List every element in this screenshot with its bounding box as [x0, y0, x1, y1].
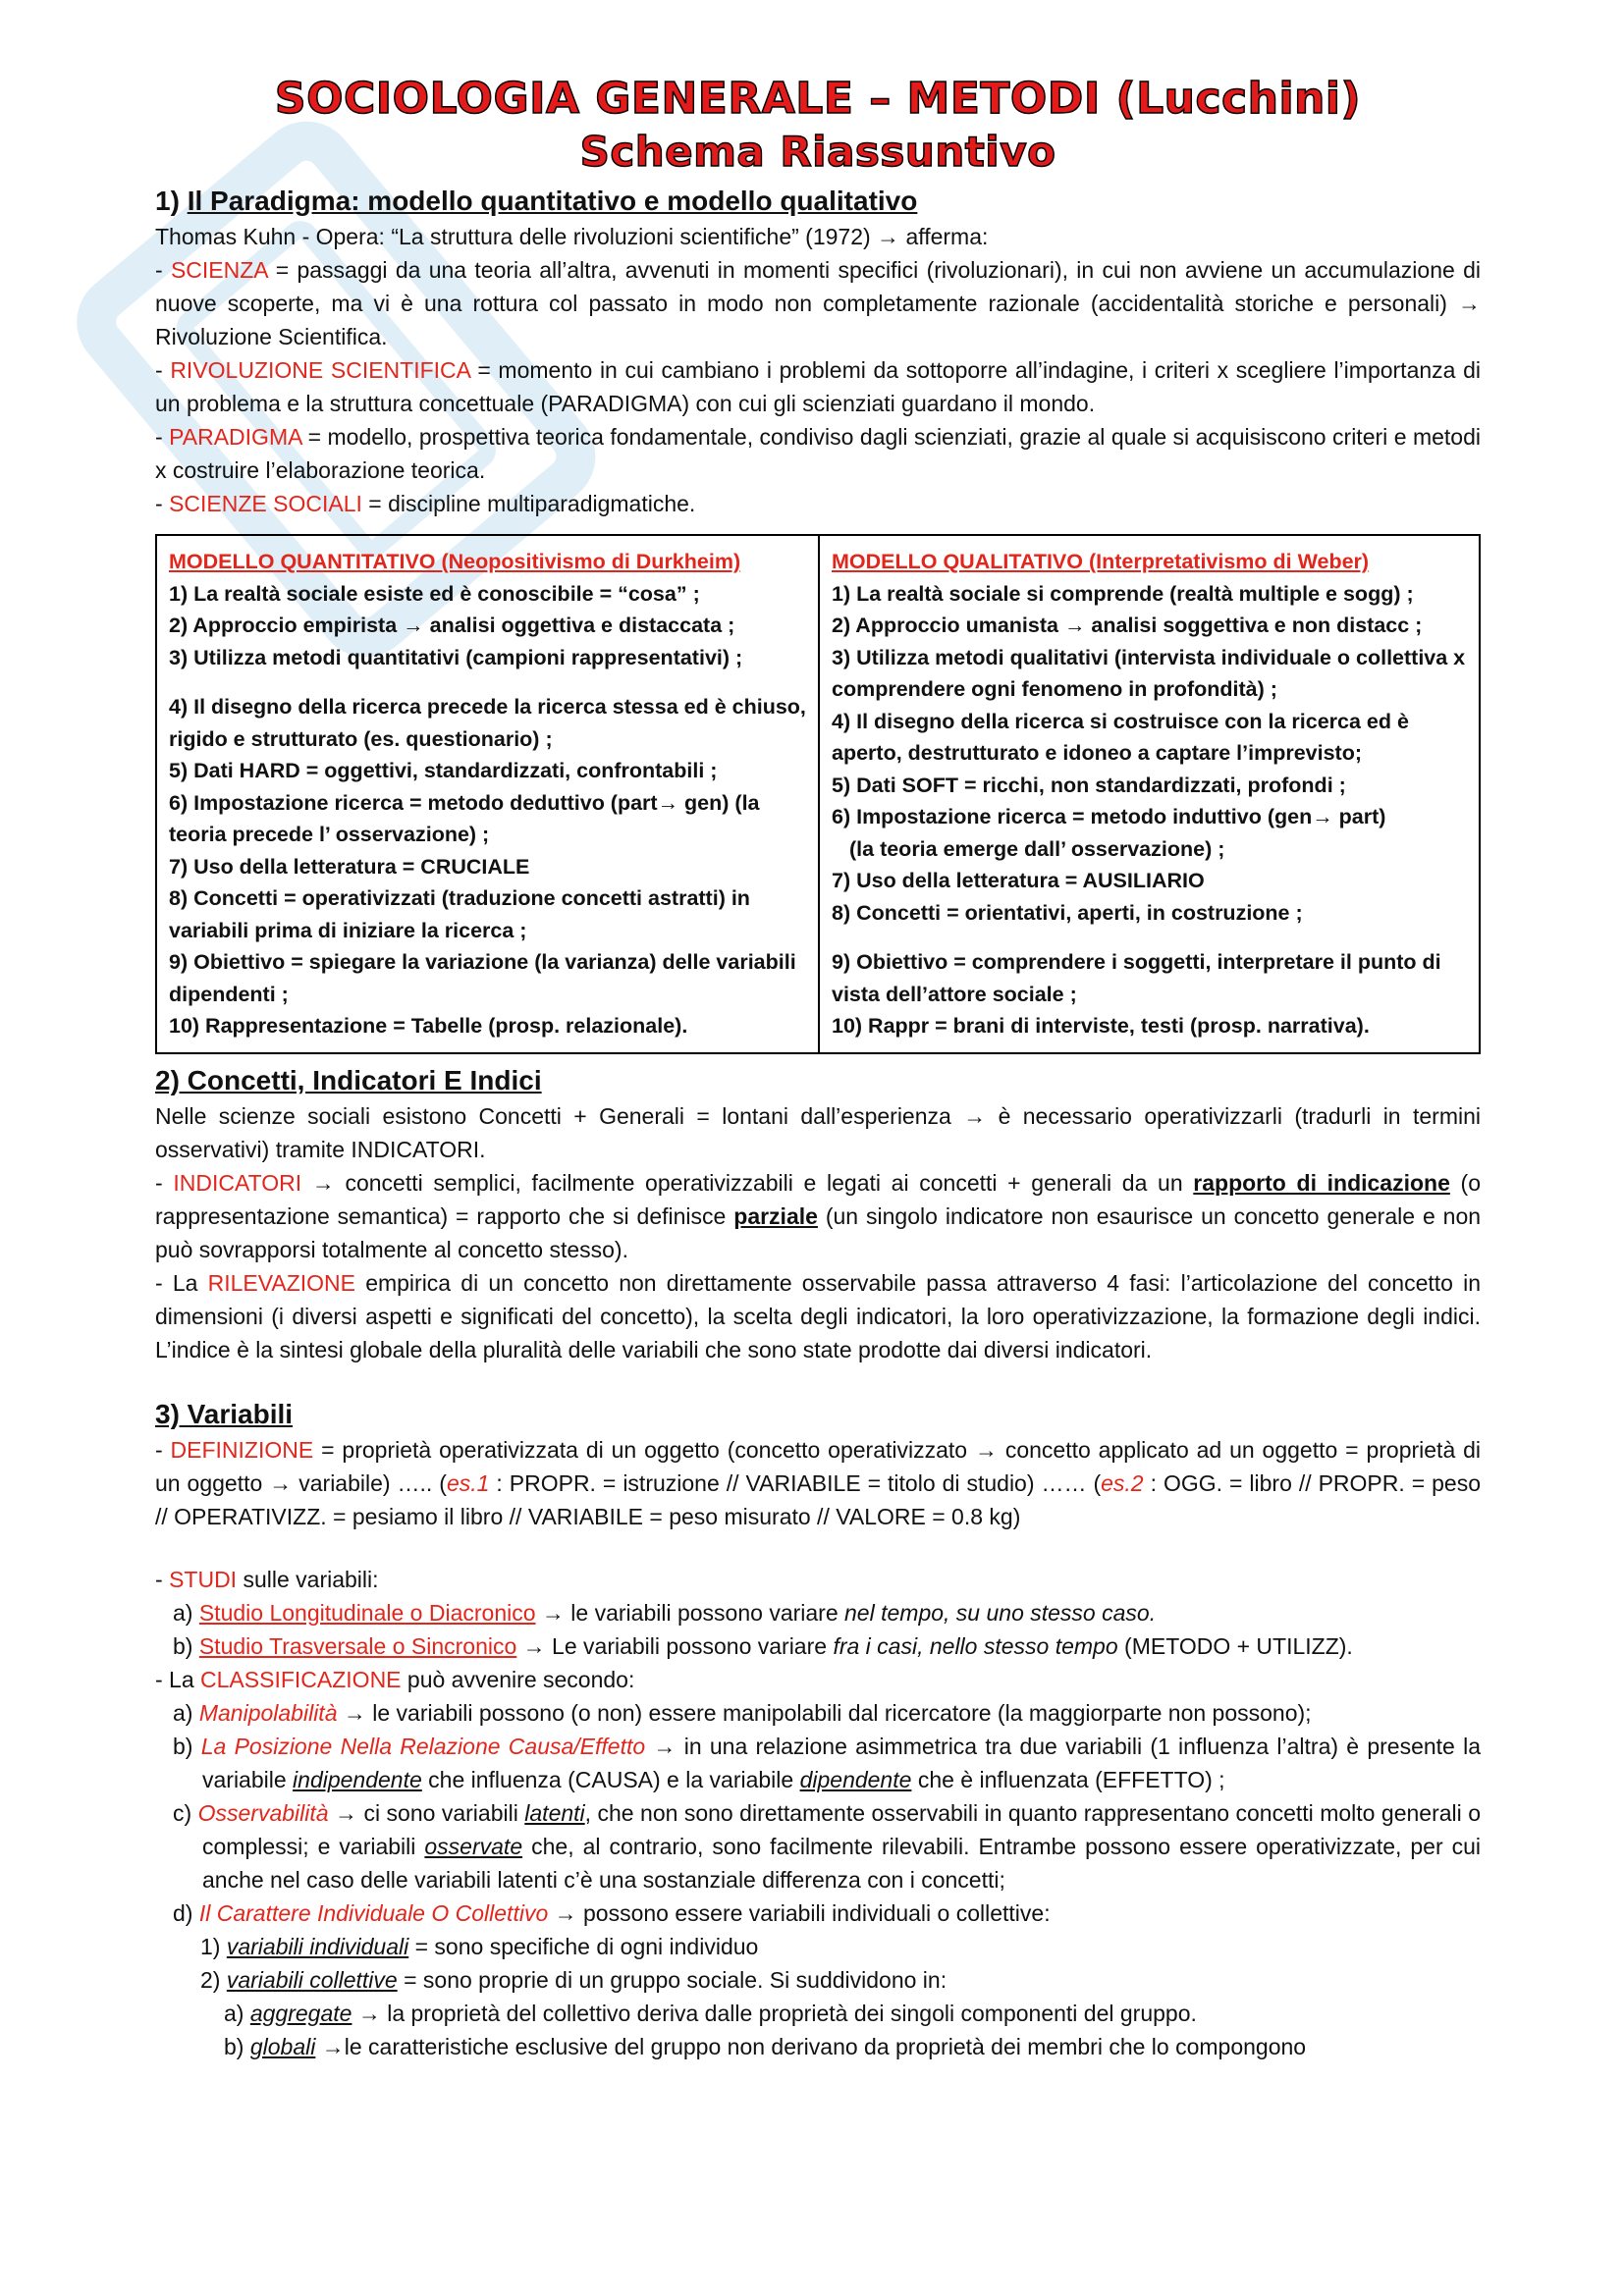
list-item: 3) Utilizza metodi quantitativi (campioni rappresentativi) ;	[169, 645, 743, 669]
list-item: 3) Utilizza metodi qualitativi (intervista individuale o collettiva x comprendere ogni fenomeno in profondità) ;	[832, 645, 1466, 701]
list-item: 2) Approccio umanista → analisi soggettiva e non distacc ;	[832, 614, 1423, 637]
paragraph-scienze-sociali: - SCIENZE SOCIALI = discipline multiparadigmatiche.	[155, 491, 696, 516]
document-title: SOCIOLOGIA GENERALE – METODI (Lucchini)	[274, 74, 1362, 124]
class-item-d2b: b) globali →le caratteristiche esclusive del gruppo non derivano da proprietà dei membri che lo compongono	[224, 2033, 1307, 2059]
paragraph-rivoluzione: - RIVOLUZIONE SCIENTIFICA = momento in cui cambiano i problemi da sottoporre all’indagine, i criteri x scegliere l’importanza di un problema e la struttura concettuale (PARADIGMA) con cui gli scienziati guardano il mondo.	[155, 357, 1481, 416]
qualitative-heading: MODELLO QUALITATIVO (Interpretativismo di Weber)	[832, 550, 1370, 573]
list-item: 4) Il disegno della ricerca si costruisce con la ricerca ed è aperto, destrutturato e idoneo a captare l’imprevisto;	[832, 709, 1409, 765]
qualitative-column	[818, 536, 1479, 1052]
paragraph-definizione: - DEFINIZIONE = proprietà operativizzata di un oggetto (concetto operativizzato → concetto applicato ad un oggetto = proprietà di un oggetto → variabile) ….. (es.1 : PROPR. = istruzione // VARIABILE = titolo di studio) …… (es.2 : OGG. = libro // PROPR. = peso // OPERATIVIZZ. = pesiamo il libro // VARIABILE = peso misurato // VALORE = 0.8 kg)	[155, 1436, 1482, 1529]
list-item: 5) Dati HARD = oggettivi, standardizzati, confrontabili ;	[169, 759, 718, 782]
paragraph-concetti: Nelle scienze sociali esistono Concetti + Generali = lontani dall’esperienza → è necessario operativizzarli (tradurli in termini osservativi) tramite INDICATORI.	[155, 1102, 1481, 1162]
document-page	[155, 73, 1481, 2063]
list-item: 1) La realtà sociale esiste ed è conoscibile = “cosa” ;	[169, 581, 700, 606]
list-item: 2) Approccio empirista → analisi oggettiva e distaccata ;	[169, 614, 735, 637]
section-1-heading: 1) Il Paradigma: modello quantitativo e modello qualitativo	[155, 186, 918, 216]
list-item: 6) Impostazione ricerca = metodo induttivo (gen→ part)	[832, 805, 1386, 828]
class-item-c: c) Osservabilità → ci sono variabili latenti, che non sono direttamente osservabili in quanto rappresentano concetti molto generali o complessi; e variabili osservate che, al contrario, sono facilmente rilevabili. Entrambe possono essere operativizzate, per cui anche nel caso delle variabili latenti c’è una sostanziale differenza con i concetti;	[173, 1799, 1482, 1893]
paragraph-rilevazione: - La RILEVAZIONE empirica di un concetto non direttamente osservabile passa attraverso 4 fasi: l’articolazione del concetto in dimensioni (i diversi aspetti e significati del concetto), la scelta degli indicatori, la loro operativizzazione, la formazione degli indici. L’indice è la sintesi globale della pluralità delle variabili che sono state prodotte dai diversi indicatori.	[155, 1269, 1482, 1362]
list-item: 8) Concetti = operativizzati (traduzione concetti astratti) in variabili prima di iniziare la ricerca ;	[169, 886, 750, 942]
paragraph-studi: - STUDI sulle variabili:	[155, 1566, 379, 1592]
paragraph-scienza: - SCIENZA = passaggi da una teoria all’altra, avvenuti in momenti specifici (rivoluzionari), in cui non avviene un accumulazione di nuove scoperte, ma vi è una rottura col passato in modo non completamente razionale (accidentalità storiche e personali) → Rivoluzione Scientifica.	[155, 257, 1481, 349]
class-item-d: d) Il Carattere Individuale O Collettivo → possono essere variabili individuali o collettive:	[173, 1899, 1051, 1926]
class-item-d2a: a) aggregate → la proprietà del collettivo deriva dalle proprietà dei singoli componenti del gruppo.	[224, 2000, 1197, 2026]
paragraph-paradigma: - PARADIGMA = modello, prospettiva teorica fondamentale, condiviso dagli scienziati, grazie al quale si acquisiscono criteri e metodi x costruire l’elaborazione teorica.	[155, 424, 1481, 483]
list-item: 6) Impostazione ricerca = metodo deduttivo (part→ gen) (la teoria precede l’ osservazione) ;	[169, 790, 760, 846]
class-item-d2: 2) variabili collettive = sono proprie di un gruppo sociale. Si suddividono in:	[200, 1966, 947, 1993]
list-item: 9) Obiettivo = spiegare la variazione (la varianza) delle variabili dipendenti ;	[169, 950, 796, 1006]
document-subtitle: Schema Riassuntivo	[579, 128, 1056, 176]
section-2-heading: 2) Concetti, Indicatori E Indici	[155, 1064, 542, 1095]
list-item: 8) Concetti = orientativi, aperti, in costruzione ;	[832, 900, 1303, 925]
class-item-d1: 1) variabili individuali = sono specifiche di ogni individuo	[200, 1933, 759, 1959]
list-item: 7) Uso della letteratura = CRUCIALE	[169, 854, 530, 879]
class-item-a: a) Manipolabilità → le variabili possono (o non) essere manipolabili dal ricercatore (la maggiorparte non possono);	[173, 1699, 1312, 1726]
studi-item-b: b) Studio Trasversale o Sincronico → Le variabili possono variare fra i casi, nello stesso tempo (METODO + UTILIZZ).	[173, 1632, 1353, 1659]
section-3-heading: 3) Variabili	[155, 1398, 294, 1429]
section-1-intro: Thomas Kuhn - Opera: “La struttura delle rivoluzioni scientifiche” (1972) → afferma:	[155, 224, 989, 249]
class-item-b: b) La Posizione Nella Relazione Causa/Effetto → in una relazione asimmetrica tra due variabili (1 influenza l’altra) è presente la variabile indipendente che influenza (CAUSA) e la variabile dipendente che è influenzata (EFFETTO) ;	[173, 1733, 1482, 1792]
quantitative-column	[157, 536, 818, 1052]
comparison-table	[155, 534, 1481, 1054]
paragraph-classificazione: - La CLASSIFICAZIONE può avvenire secondo:	[155, 1666, 635, 1692]
list-item: 10) Rappresentazione = Tabelle (prosp. relazionale).	[169, 1014, 688, 1038]
list-item: 1) La realtà sociale si comprende (realtà multiple e sogg) ;	[832, 581, 1414, 606]
paragraph-indicatori: - INDICATORI → concetti semplici, facilmente operativizzabili e legati ai concetti + generali da un rapporto di indicazione (o rappresentazione semantica) = rapporto che si definisce parziale (un singolo indicatore non esaurisce un concetto generale e non può sovrapporsi totalmente al concetto stesso).	[155, 1169, 1482, 1262]
list-item: 5) Dati SOFT = ricchi, non standardizzati, profondi ;	[832, 773, 1346, 797]
list-item: (la teoria emerge dall’ osservazione) ;	[849, 836, 1225, 861]
list-item: 7) Uso della letteratura = AUSILIARIO	[832, 869, 1205, 892]
studi-item-a: a) Studio Longitudinale o Diacronico → le variabili possono variare nel tempo, su uno stesso caso.	[173, 1599, 1157, 1626]
list-item: 9) Obiettivo = comprendere i soggetti, interpretare il punto di vista dell’attore sociale ;	[832, 950, 1441, 1006]
list-item: 10) Rappr = brani di interviste, testi (prosp. narrativa).	[832, 1014, 1370, 1038]
quantitative-heading: MODELLO QUANTITATIVO (Neopositivismo di Durkheim)	[169, 550, 741, 573]
list-item: 4) Il disegno della ricerca precede la ricerca stessa ed è chiuso, rigido e strutturato (es. questionario) ;	[169, 695, 806, 751]
